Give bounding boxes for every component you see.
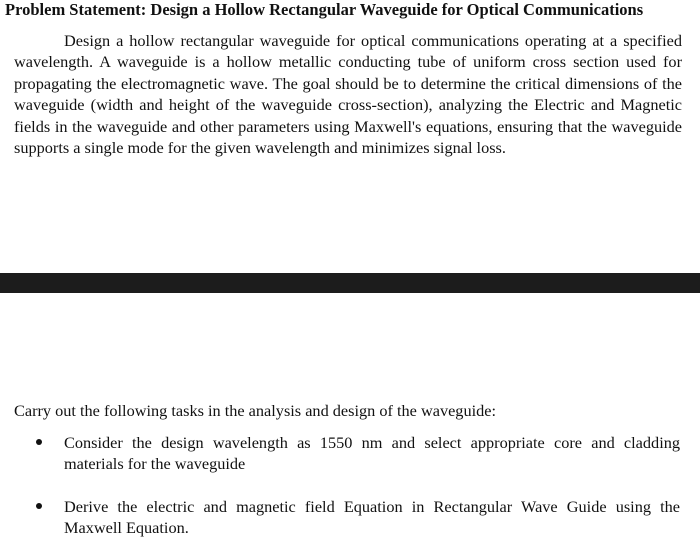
tasks-intro: Carry out the following tasks in the analysis and design of the waveguide: <box>14 401 497 420</box>
bullet-icon <box>36 503 42 509</box>
divider-bar <box>0 273 700 293</box>
document-title: Problem Statement: Design a Hollow Rectangular Waveguide for Optical Communications <box>5 0 644 19</box>
bullet-icon <box>36 439 42 445</box>
task-text: Derive the electric and magnetic field Equation in Rectangular Wave Guide using the Maxwell Equation. <box>64 497 680 537</box>
problem-paragraph: Design a hollow rectangular waveguide for optical communications operating at a specified wavelength. A waveguide is a hollow metallic conducting tube of uniform cross section used for propagating the electromagnetic wave. The goal should be to determine the critical dimensions of the waveguide (width and height of the waveguide cross-section), analyzing the Electric and Magnetic fields in the waveguide and other parameters using Maxwell's equations, ensuring that the waveguide supports a single mode for the given wavelength and minimizes signal loss. <box>14 31 682 158</box>
task-text: Consider the design wavelength as 1550 nm and select appropriate core and cladding materials for the waveguide <box>64 433 680 473</box>
